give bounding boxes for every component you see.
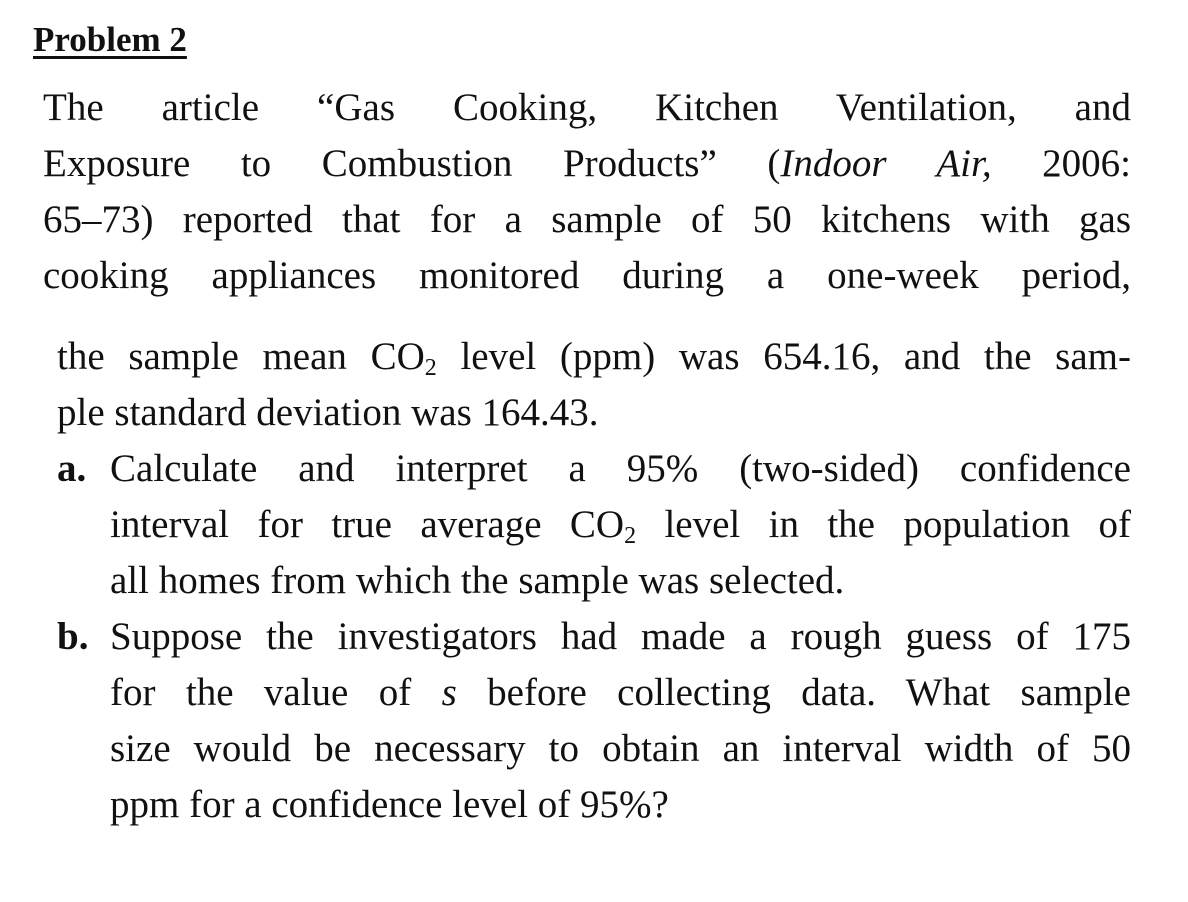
question-parts (57, 441, 1131, 833)
intro-line-2 (43, 136, 1131, 192)
intro-line-1: The article “Gas Cooking, Kitchen Ventilation, and (43, 86, 1131, 129)
problem-heading-text: Problem 2 (33, 20, 187, 59)
part-b-line-2-after: before collecting data. What sample (456, 671, 1131, 714)
intro-line-2-after: 2006: (991, 142, 1131, 185)
part-b-line-2 (110, 665, 1131, 721)
part-a-marker: a. (57, 447, 87, 490)
part-a (57, 441, 1131, 609)
problem-heading (33, 18, 187, 62)
part-b (57, 609, 1131, 833)
co2-subscript: 2 (624, 523, 637, 549)
continuation-line-2: ple standard deviation was 164.43. (57, 391, 599, 434)
continuation-paragraph (57, 329, 1131, 441)
intro-line-4: cooking appliances monitored during a one-week period, (43, 254, 1131, 297)
part-a-line-2 (110, 497, 1131, 553)
intro-line-2-before: Exposure to Combustion Products” ( (43, 142, 781, 185)
part-a-line-2-before: interval for true average CO (110, 503, 625, 546)
journal-name: Indoor Air, (780, 142, 992, 185)
continuation-line-1 (57, 329, 1131, 385)
part-b-line-1: Suppose the investigators had made a rough guess of 175 (110, 615, 1131, 658)
part-b-marker: b. (57, 615, 89, 658)
intro-line-3: 65–73) reported that for a sample of 50 kitchens with gas (43, 198, 1131, 241)
continuation-line-1-before: the sample mean CO (57, 335, 425, 378)
part-a-line-3: all homes from which the sample was selected. (110, 559, 845, 602)
intro-paragraph (43, 80, 1131, 304)
continuation-line-1-after: level (ppm) was 654.16, and the sam- (436, 335, 1131, 378)
part-a-line-2-after: level in the population of (636, 503, 1131, 546)
part-a-line-1: Calculate and interpret a 95% (two-sided) confidence (110, 447, 1131, 490)
part-b-line-3: size would be necessary to obtain an interval width of 50 (110, 727, 1131, 770)
variable-s: s (441, 671, 457, 714)
part-b-line-4: ppm for a confidence level of 95%? (110, 783, 669, 826)
co2-subscript: 2 (424, 355, 437, 381)
part-b-line-2-before: for the value of (110, 671, 442, 714)
